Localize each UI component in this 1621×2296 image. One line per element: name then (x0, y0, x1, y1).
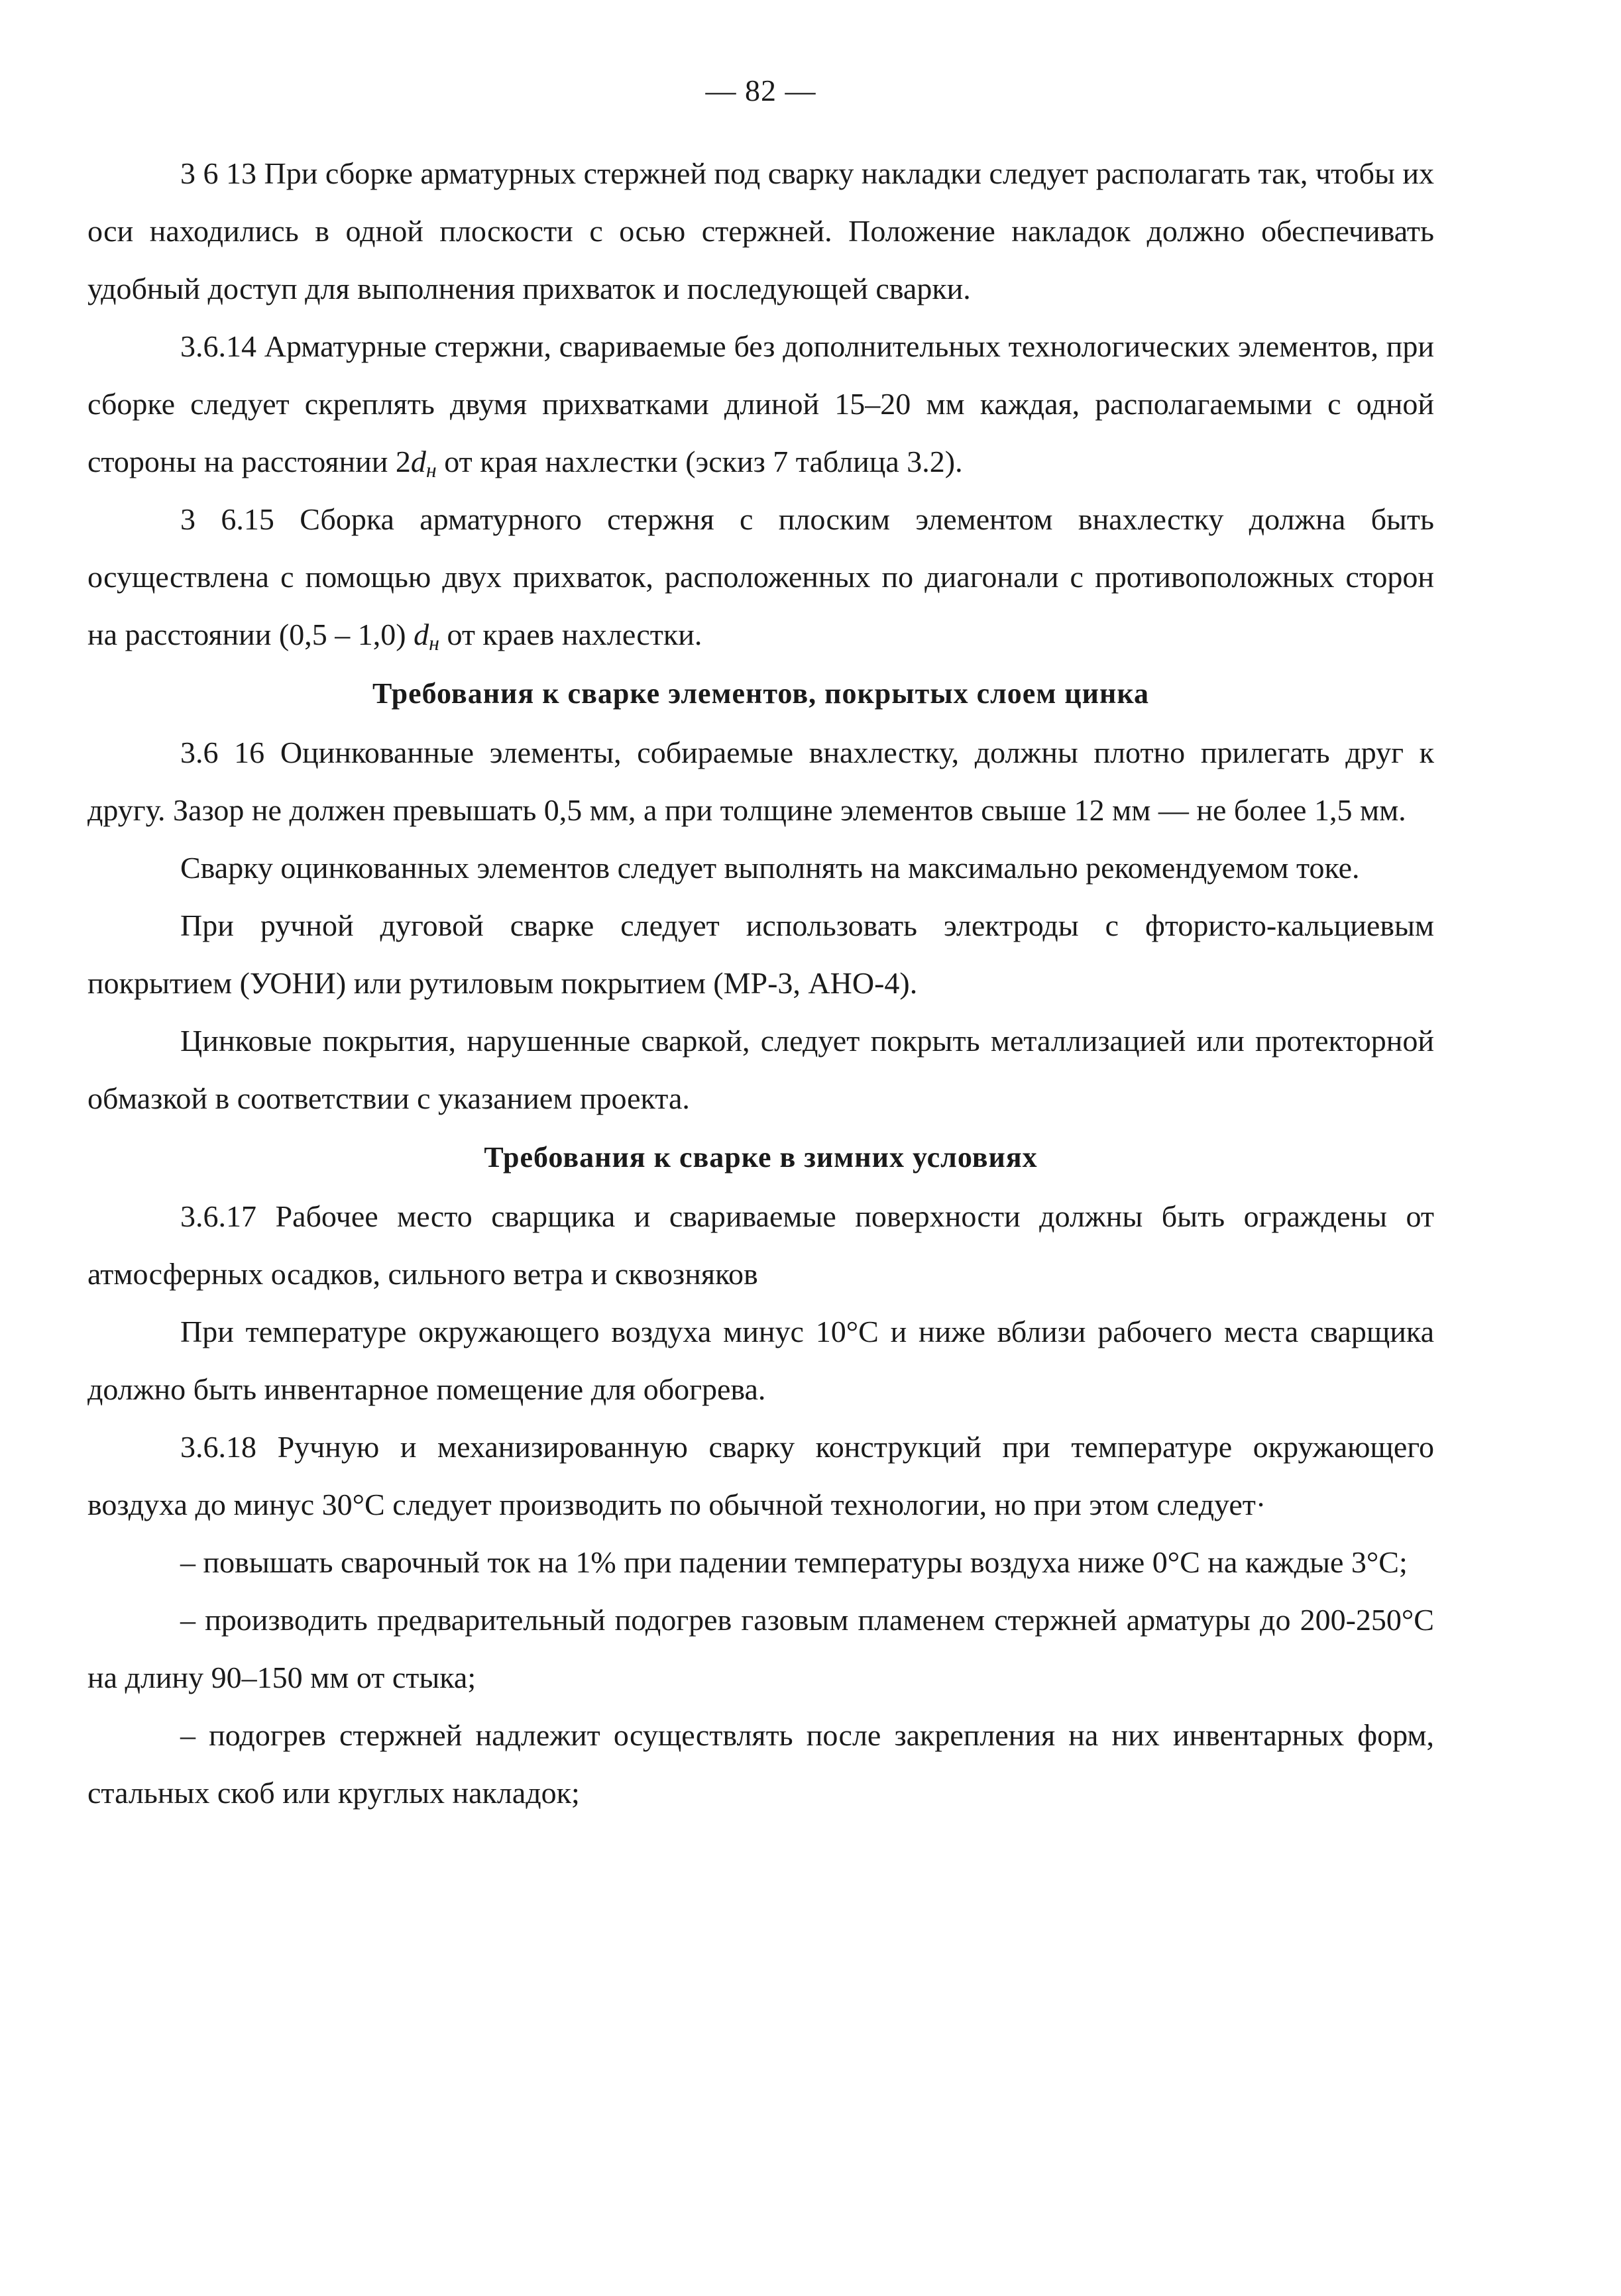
section-heading-zinc: Требования к сварке элементов, покрытых слоем цинка (372, 677, 1150, 710)
paragraph-3-6-14 (87, 317, 1434, 490)
variable-d: d (414, 618, 429, 651)
list-item: – подогрев стержней надлежит осуществлять после закрепления на них инвентарных форм, стальных скоб или круглых накладок; (87, 1718, 1434, 1810)
paragraph-3-6-16: 3.6 16 Оцинкованные элементы, собираемые внахлестку, должны плотно прилегать друг к другу. Зазор не должен превышать 0,5 мм, а при толщине элементов свыше 12 мм — не более 1,5 мм. (87, 736, 1434, 827)
paragraph-3-6-13: 3 6 13 При сборке арматурных стержней под сварку накладки следует располагать так, чтобы их оси находились в одной плоскости с осью стержней. Положение накладок должно обеспечивать удобный доступ для выполнения прихваток и последующей сварки. (87, 156, 1434, 305)
paragraph-text: от края нахлестки (эскиз 7 таблица 3.2). (436, 445, 963, 478)
section-heading-winter: Требования к сварке в зимних условиях (484, 1141, 1038, 1174)
paragraph-zinc-electrodes: При ручной дуговой сварке следует использовать электроды с фтористо-кальциевым покрытием (УОНИ) или рутиловым покрытием (МР-3, АНО-4). (87, 908, 1434, 1000)
list-item: – повышать сварочный ток на 1% при падении температуры воздуха ниже 0°С на каждые 3°С; (180, 1545, 1408, 1579)
subscript-n: н (429, 631, 439, 655)
paragraph-text: 3 6.15 Сборка арматурного стержня с плоским элементом внахлестку должна быть осуществлена с помощью двух прихваток, расположенных по диагонали с противоположных сторон на расстоянии (0,5 – 1,0) (87, 502, 1434, 651)
paragraph-zinc-current: Сварку оцинкованных элементов следует выполнять на максимально рекомендуемом токе. (180, 851, 1360, 885)
paragraph-3-6-15 (87, 490, 1434, 663)
variable-d: d (410, 445, 426, 478)
document-page (87, 73, 1434, 1822)
list-item: – производить предварительный подогрев газовым пламенем стержней арматуры до 200-250°С на длину 90–150 мм от стыка; (87, 1603, 1434, 1694)
paragraph-temperature: При температуре окружающего воздуха минус 10°С и ниже вблизи рабочего места сварщика должно быть инвентарное помещение для обогрева. (87, 1315, 1434, 1406)
subscript-n: н (425, 458, 437, 482)
paragraph-3-6-17: 3.6.17 Рабочее место сварщика и свариваемые поверхности должны быть ограждены от атмосферных осадков, сильного ветра и сквозняков (87, 1199, 1434, 1291)
paragraph-text: от краев нахлестки. (439, 618, 702, 651)
paragraph-3-6-18: 3.6.18 Ручную и механизированную сварку конструкций при температуре окружающего воздуха до минус 30°С следует производить по обычной технологии, но при этом следует· (87, 1430, 1434, 1521)
paragraph-zinc-coating: Цинковые покрытия, нарушенные сваркой, следует покрыть металлизацией или протекторной обмазкой в соответствии с указанием проекта. (87, 1024, 1434, 1115)
page-number: — 82 — (705, 74, 816, 107)
paragraph-text: 3.6.14 Арматурные стержни, свариваемые без дополнительных технологических элементов, при сборке следует скреплять двумя прихватками длиной 15–20 мм каждая, располагаемыми с одной стороны на расстоянии 2 (87, 329, 1434, 478)
